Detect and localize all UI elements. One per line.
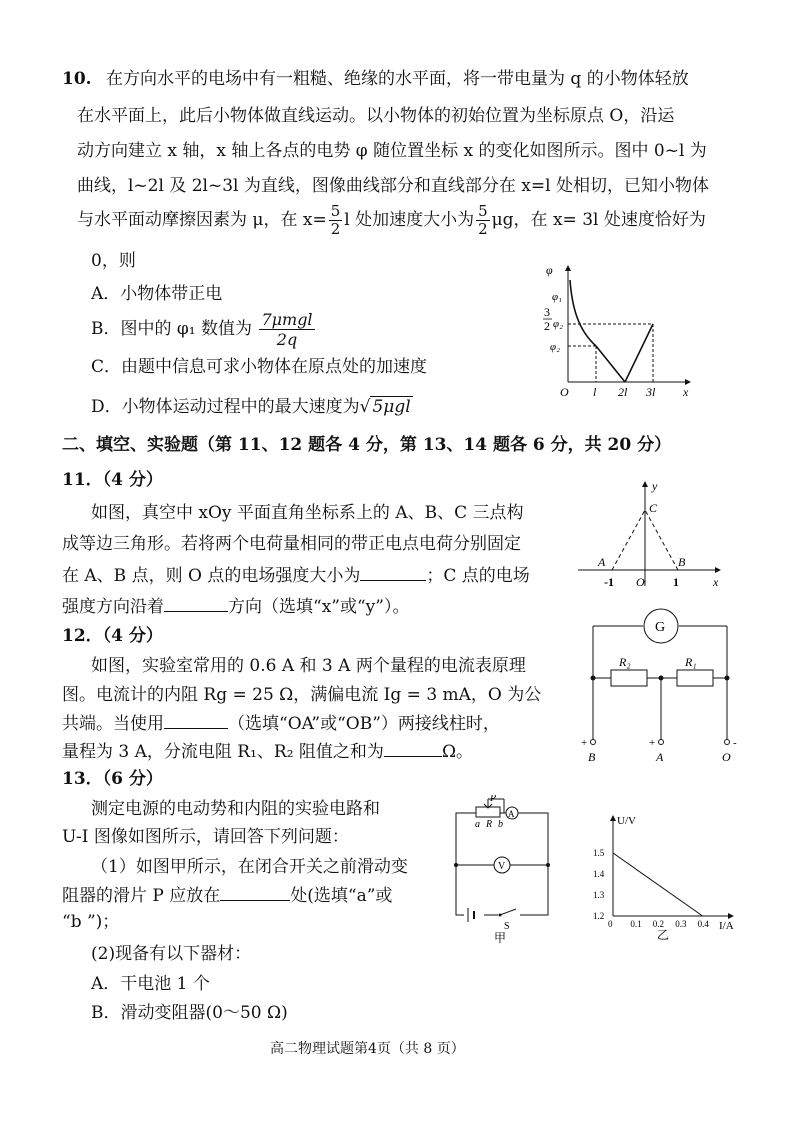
q13-line1: 测定电源的电动势和内阻的实验电路和 [91, 799, 380, 819]
phi-line-2l-3l [625, 324, 653, 382]
label-x: x [683, 385, 689, 399]
q13-line4-b: 处(选填“a”或 [290, 886, 393, 906]
q11-line2: 成等边三角形。若将两个电荷量相同的带正电点电荷分别固定 [62, 534, 521, 554]
q10-line1: 在方向水平的电场中有一粗糙、绝缘的水平面，将一带电量为 q 的小物体轻放 [106, 69, 689, 89]
q10-line3: 动方向建立 x 轴，x 轴上各点的电势 φ 随位置坐标 x 的变化如图所示。图中 0~l 为 [77, 141, 707, 161]
label-phi2-a: φ₂ [553, 318, 563, 330]
fraction-denominator: 2 [478, 220, 488, 238]
label-phi: φ [546, 263, 553, 277]
q10-option-b-text: B．图中的 φ₁ 数值为 [91, 319, 253, 339]
q13-line4-a: 阻器的滑片 P 应放在 [62, 886, 221, 906]
label-a: a [475, 819, 480, 830]
fraction-five-halves-2 [476, 203, 490, 238]
q12-header: 12．（4 分） [62, 626, 163, 646]
q10-option-d [91, 396, 413, 418]
label-b: B [588, 750, 596, 764]
terminal-o [725, 740, 730, 745]
label-r1: R₁ [685, 655, 697, 669]
y-tick-label: 1.3 [593, 890, 605, 900]
q11-line3-b: ；C 点的电场 [426, 566, 530, 586]
y-tick-label: 1.2 [593, 911, 605, 921]
ammeter-circuit [575, 608, 745, 766]
label-three: 3 [544, 305, 550, 319]
fraction-numerator: 7μmgl [261, 310, 313, 329]
label-l: l [593, 385, 597, 399]
q13-line7: A．干电池 1 个 [91, 974, 210, 994]
q12-line1: 如图，实验室常用的 0.6 A 和 3 A 两个量程的电流表原理 [91, 656, 526, 676]
section-title: 二、填空、实验题（第 11、12 题各 4 分，第 13、14 题各 6 分，共 20 分） [62, 435, 672, 455]
q11-header: 11．（4 分） [62, 470, 163, 490]
q11-line1: 如图，真空中 xOy 平面直角坐标系上的 A、B、C 三点构 [91, 503, 524, 523]
label-3l: 3l [646, 385, 656, 399]
q12-line3-b: （选填“OA”或“OB”）两接线柱时， [228, 714, 500, 734]
q10-option-d-text: D．小物体运动过程中的最大速度为 [91, 397, 360, 417]
q10-line5 [77, 200, 706, 240]
triangle-coordinate-figure [570, 478, 730, 590]
q13-line2: U-I 图像如图所示，请回答下列问题： [62, 827, 349, 847]
label-plus-b: + [581, 737, 588, 749]
y-tick-label: 1.4 [593, 869, 605, 879]
label-i-axis: I/A [719, 920, 734, 932]
label-plus-a: + [649, 737, 656, 749]
figure-label-yi: 乙 [657, 928, 670, 942]
label-ammeter: A [508, 809, 515, 819]
q10-option-a: A．小物体带正电 [91, 284, 223, 304]
label-phi2-b: φ₂ [550, 341, 560, 353]
q11-line4-b: 方向（选填“x”或“y”）。 [228, 597, 410, 617]
resistor-r1 [677, 670, 713, 686]
q10-line2: 在水平面上，此后小物体做直线运动。以小物体的初始位置为坐标原点 O，沿运 [77, 106, 675, 126]
q10-line4: 曲线，l~2l 及 2l~3l 为直线，图像曲线部分和直线部分在 x=l 处相切，已知小物体 [77, 176, 709, 196]
q10-option-b [91, 310, 317, 349]
q10-option-c: C．由题中信息可求小物体在原点处的加速度 [91, 357, 428, 377]
terminal-b [591, 740, 596, 745]
x-tick-label: 0.4 [697, 919, 709, 929]
q13-line3: （1）如图甲所示，在闭合开关之前滑动变 [91, 857, 408, 877]
u-i-chart [585, 812, 745, 942]
terminal-a [659, 740, 664, 745]
blank-answer[interactable] [360, 564, 426, 581]
label-o: O [722, 750, 731, 764]
phi-curve [570, 280, 596, 346]
label-r: R [486, 819, 493, 830]
label-a: A [598, 555, 606, 569]
label-one: 1 [673, 575, 679, 589]
phi-line-l-2l [596, 346, 625, 382]
label-s: S [504, 921, 510, 932]
sqrt-icon: √ [359, 397, 371, 417]
q12-line4 [62, 740, 473, 763]
x-tick-label: 0.1 [630, 919, 642, 929]
x-tick-label: 0 [608, 919, 613, 929]
label-minus-o: - [733, 737, 737, 749]
label-origin: O [560, 385, 569, 399]
fraction-numerator: 5 [330, 202, 341, 220]
label-a: A [656, 750, 664, 764]
q11-line4-a: 强度方向沿着 [62, 597, 164, 617]
phi-x-graph [540, 262, 700, 402]
label-b: b [498, 819, 503, 830]
label-phi1: φ₁ [552, 291, 562, 303]
series-line [613, 853, 703, 916]
q13-line6: (2)现备有以下器材： [91, 944, 252, 964]
q13-line5: “b ”)； [62, 912, 120, 932]
x-tick-label: 0.2 [652, 919, 665, 929]
blank-answer[interactable] [164, 595, 228, 612]
experiment-circuit-jia [448, 795, 560, 945]
label-g: G [655, 620, 666, 635]
fraction-denominator: 2 [330, 220, 341, 238]
q10-line5-c: μg，在 x= 3l 处速度恰好为 [491, 210, 706, 230]
q10-line6: 0，则 [91, 251, 136, 271]
q11-line3-a: 在 A、B 点，则 O 点的电场强度大小为 [62, 566, 361, 586]
resistor-r2 [611, 670, 647, 686]
label-minus-one: -1 [604, 575, 614, 589]
q12-line2: 图。电流计的内阻 Rg = 25 Ω，满偏电流 Ig = 3 mA，O 为公 [62, 685, 542, 705]
label-x: x [713, 575, 719, 589]
label-b: B [678, 555, 686, 569]
label-p: P [490, 795, 497, 804]
sqrt-radicand: 5μgl [372, 397, 411, 417]
page-footer: 高二物理试题第4页（共 8 页） [270, 1041, 465, 1057]
blank-answer[interactable] [220, 884, 290, 901]
side-ac [612, 510, 645, 570]
q10-line5-b: l 处加速度大小为 [344, 210, 475, 230]
q10-line5-a: 与水平面动摩擦因素为 μ，在 x= [77, 210, 327, 230]
blank-answer[interactable] [384, 740, 442, 757]
label-voltmeter: V [498, 861, 506, 872]
q12-line4-b: Ω。 [441, 742, 474, 762]
fraction-numerator: 5 [478, 202, 488, 220]
figure-label-jia: 甲 [494, 931, 507, 945]
side-bc [645, 510, 678, 570]
label-r2: R₂ [619, 655, 631, 669]
label-2l: 2l [618, 385, 628, 399]
label-origin: O [636, 575, 645, 589]
q11-line4 [62, 595, 409, 618]
q13-header: 13．（6 分） [62, 769, 163, 789]
phi1-fraction [259, 310, 314, 349]
label-y: y [652, 479, 658, 493]
q13-line8: B．滑动变阻器(0～50 Ω) [91, 1003, 288, 1023]
x-tick-label: 0.3 [675, 919, 687, 929]
y-tick-label: 1.5 [593, 848, 605, 858]
q12-line4-a: 量程为 3 A，分流电阻 R₁、R₂ 阻值之和为 [62, 742, 384, 762]
label-two: 2 [544, 319, 550, 333]
fraction-denominator: 2q [276, 330, 298, 349]
label-c: C [649, 501, 658, 515]
q13-line4 [62, 884, 392, 907]
label-u-axis: U/V [617, 815, 636, 827]
q10-number: 10. [62, 69, 92, 89]
q12-line3 [62, 712, 500, 735]
q12-line3-a: 共端。当使用 [62, 714, 164, 734]
blank-answer[interactable] [164, 712, 228, 729]
q11-line3 [62, 564, 530, 587]
fraction-five-halves [329, 203, 343, 238]
